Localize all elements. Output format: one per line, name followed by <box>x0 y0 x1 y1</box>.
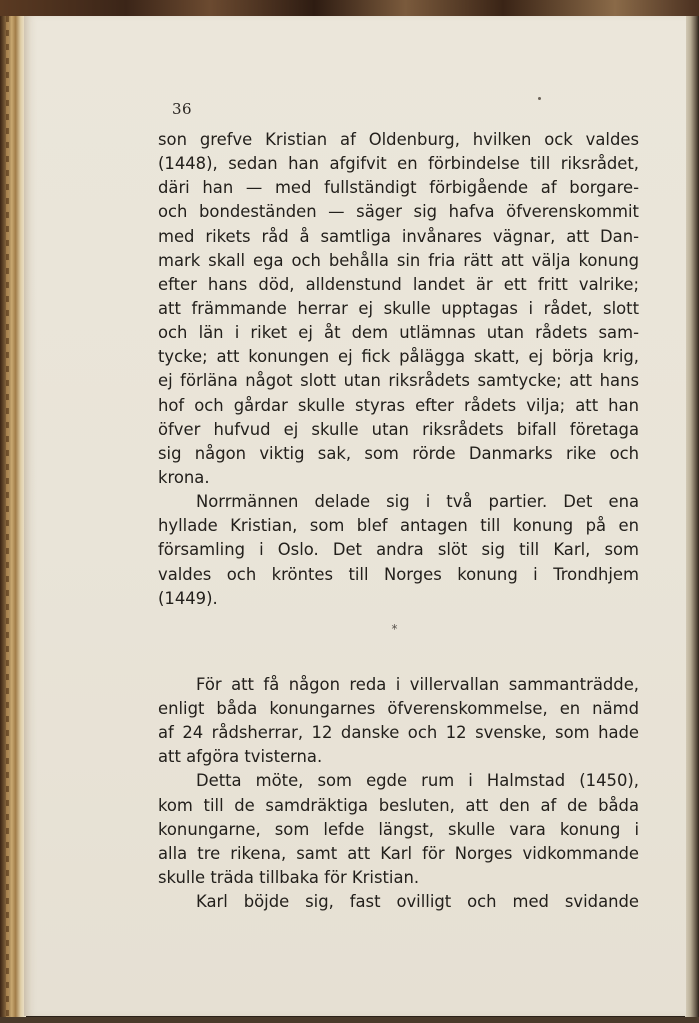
text-line: att främmande herrar ej skulle upptagas i rådet, slott <box>158 298 639 318</box>
text-line: tycke; att konungen ej fick pålägga skatt, ej börja krig, <box>158 347 639 367</box>
book-spine-edge <box>0 16 26 1023</box>
text-line: och bondeständen — säger sig hafva öfverenskommit <box>158 202 639 222</box>
text-line: Detta möte, som egde rum i Halmstad (1450), <box>196 771 639 791</box>
text-line: enligt båda konungarnes öfverenskommelse, en nämd <box>158 698 639 718</box>
text-line: däri han — med fullständigt förbigående af borgare- <box>158 178 639 198</box>
text-line: ej förläna något slott utan riksrådets samtycke; att hans <box>158 371 639 391</box>
text-line: skulle träda tillbaka för Kristian. <box>158 867 420 887</box>
text-line: med rikets råd å samtliga invånares vägnar, att Dan- <box>158 226 639 246</box>
text-line: mark skall ega och behålla sin fria rätt att välja konung <box>158 250 639 270</box>
text-line: son grefve Kristian af Oldenburg, hvilken ock valdes <box>158 130 639 149</box>
body-text <box>158 128 639 914</box>
page-number: 36 <box>172 100 193 118</box>
book-top-edge <box>0 0 699 16</box>
text-line: (1448), sedan han afgifvit en förbindelse till riksrådet, <box>158 154 639 174</box>
text-line: Karl böjde sig, fast ovilligt och med svidande <box>196 892 639 912</box>
text-line: hyllade Kristian, som blef antagen till konung på en <box>158 516 639 536</box>
text-line: församling i Oslo. Det andra slöt sig till Karl, som <box>158 540 639 560</box>
text-line: hof och gårdar skulle styras efter rådets vilja; att han <box>158 395 639 415</box>
section-separator: * <box>391 621 398 636</box>
book-bottom-edge <box>0 1017 699 1023</box>
text-line: öfver hufvud ej skulle utan riksrådets bifall företaga <box>158 419 639 439</box>
text-line: För att få någon reda i villervallan sammanträdde, <box>196 674 639 694</box>
text-line: (1449). <box>158 588 218 608</box>
speck-mark <box>538 97 541 100</box>
text-line: sig någon viktig sak, som rörde Danmarks rike och <box>158 443 639 463</box>
text-line: valdes och kröntes till Norges konung i Trondhjem <box>158 564 639 584</box>
text-line: Norrmännen delade sig i två partier. Det ena <box>196 492 639 512</box>
book-right-edge <box>685 16 699 1023</box>
text-line: konungarne, som lefde längst, skulle vara konung i <box>158 819 639 839</box>
text-line: och län i riket ej åt dem utlämnas utan rådets sam- <box>158 323 639 343</box>
text-line: krona. <box>158 467 210 487</box>
text-line: att afgöra tvisterna. <box>158 747 323 767</box>
text-line: kom till de samdräktiga besluten, att den af de båda <box>158 795 639 815</box>
text-line: efter hans död, alldenstund landet är ett fritt valrike; <box>158 274 639 294</box>
text-line: af 24 rådsherrar, 12 danske och 12 svenske, som hade <box>158 723 639 743</box>
text-line: alla tre rikena, samt att Karl för Norges vidkommande <box>158 843 639 863</box>
